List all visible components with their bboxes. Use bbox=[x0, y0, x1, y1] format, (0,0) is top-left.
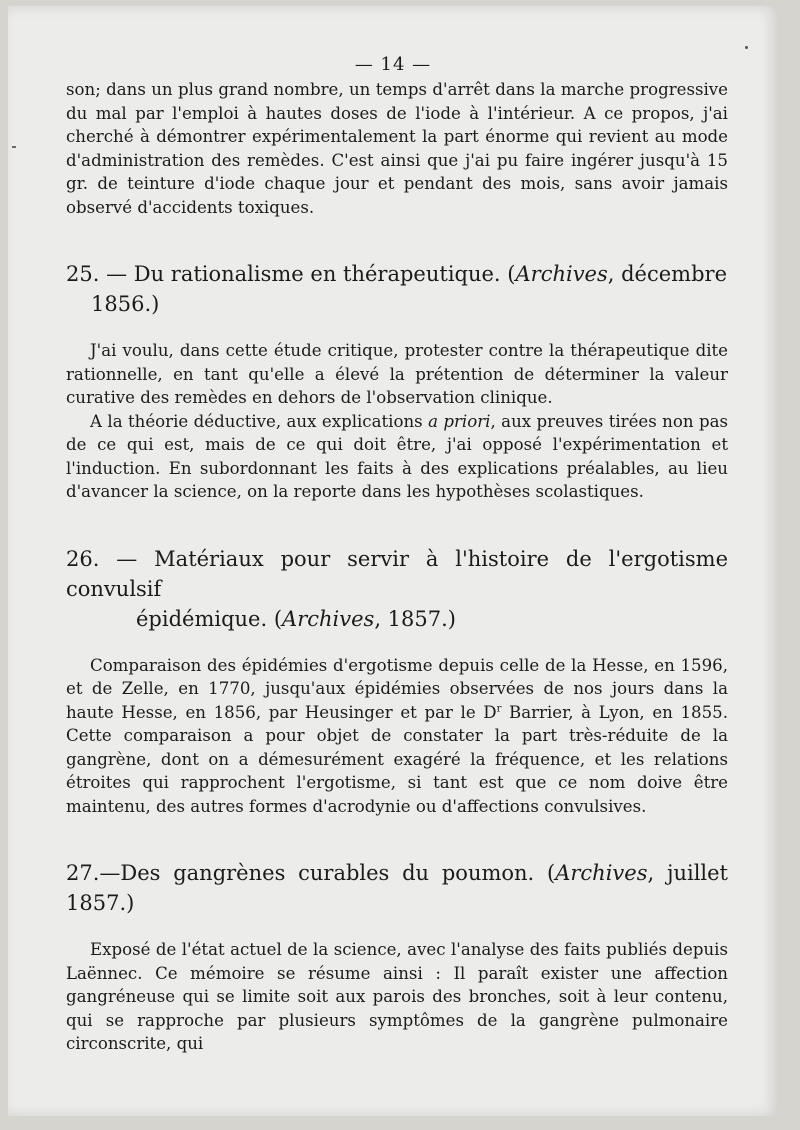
section-27-heading: 27.—Des gangrènes curables du poumon. (Archives, juillet 1857.) bbox=[66, 861, 728, 915]
section-26 bbox=[66, 544, 728, 819]
document-page bbox=[8, 6, 778, 1116]
section-26-paragraph: Comparaison des épidémies d'ergotisme depuis celle de la Hesse, en 1596, et de Zelle, en 1770, jusqu'aux épidémies observées de nos jours dans la haute Hesse, en 1856, par Heusinger et par le $D^r$ Barrier, à Lyon, en 1855. Cette comparaison a pour objet de constater la part très-réduite de la gangrène, dont on a démesurément exagéré la fréquence, et les relations étroites qui rapprochent l'ergotisme, si tant est que ce nom doive être maintenu, des autres formes d'acrodynie ou d'affections convulsives. bbox=[66, 655, 728, 816]
margin-mark bbox=[12, 146, 16, 148]
section-25-paragraph-2: A la théorie déductive, aux explications a priori, aux preuves tirées non pas de ce qui est, mais de ce qui doit être, j'ai opposé l'expérimentation et l'induction. En subordonnant les faits à des explications préalables, au lieu d'avancer la science, on la reporte dans les hypothèses scolastiques. bbox=[66, 411, 728, 501]
page-body bbox=[66, 78, 728, 1056]
page-number: — 14 — bbox=[354, 54, 432, 75]
section-25-paragraph-1: J'ai voulu, dans cette étude critique, protester contre la thérapeutique dite rationnelle, en tant qu'elle a élevé la prétention de déterminer la valeur curative des remèdes en dehors de l'observation clinique. bbox=[66, 341, 728, 407]
section-25 bbox=[66, 259, 728, 504]
section-25-heading: 25. — Du rationalisme en thérapeutique. (Archives, décembre 1856.) bbox=[66, 262, 727, 316]
section-27-paragraph: Exposé de l'état actuel de la science, avec l'analyse des faits publiés depuis Laënnec. Ce mémoire se résume ainsi : Il paraît exister une affection gangréneuse qui se limite soit aux parois des bronches, soit à leur contenu, qui se rapproche par plusieurs symptômes de la gangrène pulmonaire circonscrite, qui bbox=[66, 940, 728, 1053]
intro-paragraph: son; dans un plus grand nombre, un temps d'arrêt dans la marche progressive du mal par l'emploi à hautes doses de l'iode à l'intérieur. A ce propos, j'ai cherché à démontrer expérimentalement la part énorme qui revient au mode d'administration des remèdes. C'est ainsi que j'ai pu faire ingérer jusqu'à 15 gr. de teinture d'iode chaque jour et pendant des mois, sans avoir jamais observé d'accidents toxiques. bbox=[66, 80, 728, 217]
section-27 bbox=[66, 858, 728, 1056]
margin-dot bbox=[745, 46, 748, 49]
section-26-heading: 26. — Matériaux pour servir à l'histoire de l'ergotisme convulsif épidémique. (Archives, 1857.) bbox=[66, 546, 728, 631]
